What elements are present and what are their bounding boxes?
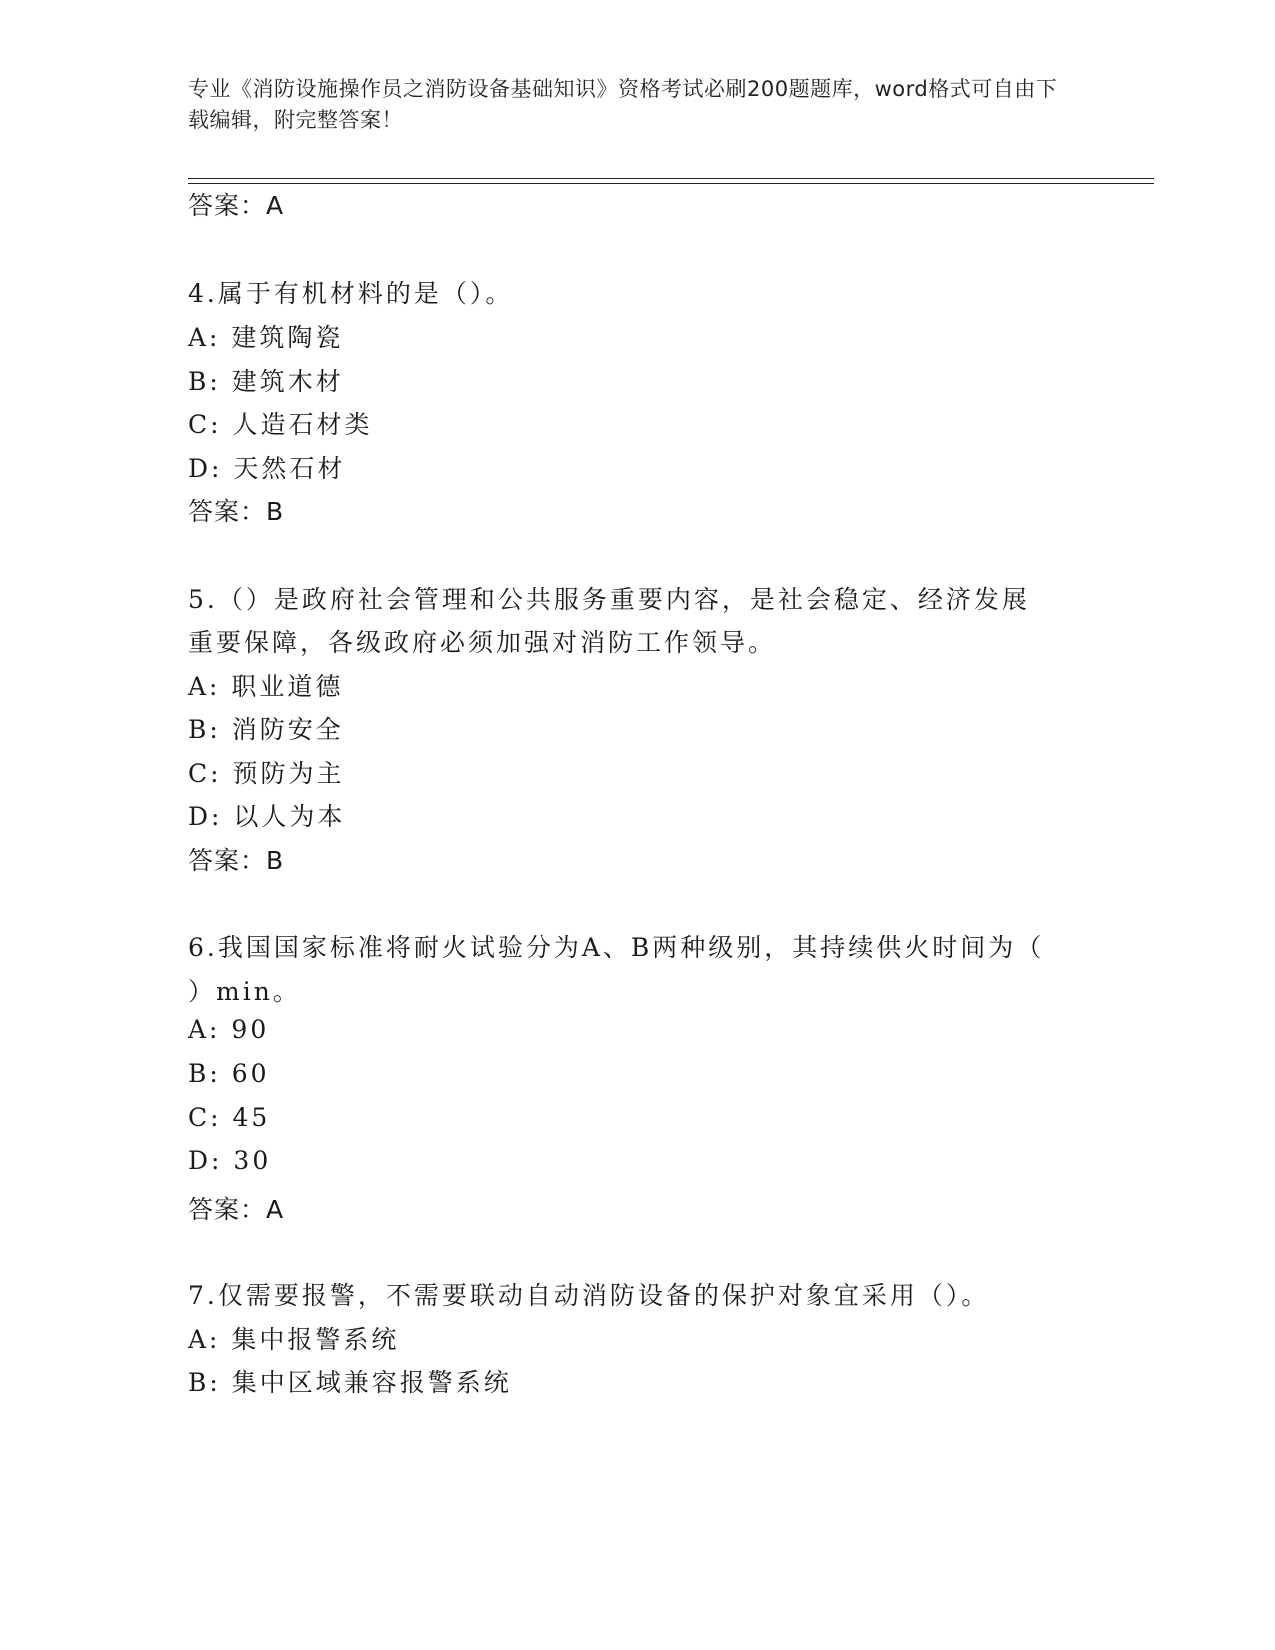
option-a: A: 集中报警系统: [188, 1325, 400, 1354]
option-d: D: 30: [188, 1146, 272, 1175]
header-rule-top: [188, 178, 1154, 179]
option-b: B: 集中区域兼容报警系统: [188, 1368, 512, 1397]
option-b: B: 60: [188, 1059, 270, 1088]
option-a: A: 90: [188, 1015, 270, 1044]
option-b: B: 建筑木材: [188, 367, 344, 396]
question-stem-continued: ）min。: [188, 977, 301, 1006]
answer-line: 答案：A: [188, 191, 285, 220]
option-c: C: 45: [188, 1103, 271, 1132]
answer-line: 答案：B: [188, 846, 285, 875]
option-d: D: 天然石材: [188, 454, 346, 483]
answer-line: 答案：B: [188, 497, 285, 526]
document-header: 专业《消防设施操作员之消防设备基础知识》资格考试必刷200题题库，word格式可自由下载编辑，附完整答案！: [188, 77, 1058, 132]
option-d: D: 以人为本: [188, 802, 346, 831]
option-c: C: 人造石材类: [188, 410, 373, 439]
option-c: C: 预防为主: [188, 759, 345, 788]
option-b: B: 消防安全: [188, 715, 344, 744]
option-a: A: 建筑陶瓷: [188, 323, 344, 352]
answer-line: 答案：A: [188, 1195, 285, 1224]
question-stem: 7.仅需要报警，不需要联动自动消防设备的保护对象宜采用（）。: [188, 1281, 990, 1310]
question-stem: 5.（）是政府社会管理和公共服务重要内容，是社会稳定、经济发展: [188, 585, 1030, 614]
question-stem-continued: 重要保障，各级政府必须加强对消防工作领导。: [188, 628, 777, 657]
question-stem: 6.我国国家标准将耐火试验分为A、B两种级别，其持续供火时间为（: [188, 933, 1045, 962]
option-a: A: 职业道德: [188, 672, 344, 701]
question-stem: 4.属于有机材料的是（）。: [188, 279, 514, 308]
header-rule-bottom: [188, 183, 1154, 184]
